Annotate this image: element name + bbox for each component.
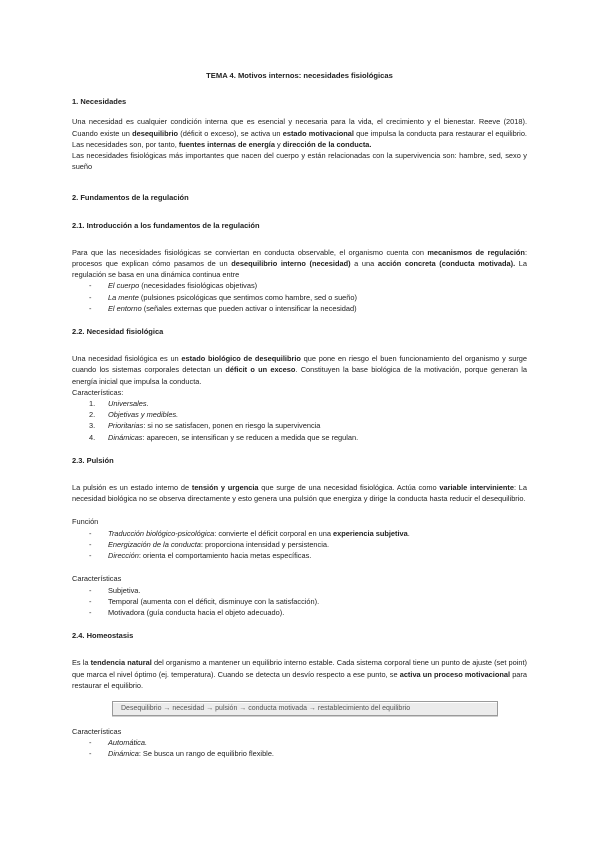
list-item: - El entorno (señales externas que pueden activar o intensificar la necesidad) <box>72 303 527 314</box>
list-item: - Motivadora (guía conducta hacia el objeto adecuado). <box>72 607 527 618</box>
document-page <box>72 70 527 760</box>
list-item: 4. Dinámicas: aparecen, se intensifican y se reducen a medida que se regulan. <box>89 432 359 442</box>
list-item: - Automática. <box>72 737 527 748</box>
homeostasis-flow-diagram: Desequilibrio → necesidad → pulsión → conducta motivada → restablecimiento del equilibrio <box>112 701 498 716</box>
list-caracteristicas-necesidad <box>72 398 527 443</box>
label-caracteristicas: Características <box>72 726 122 736</box>
section-heading-fundamentos: 2. Fundamentos de la regulación <box>72 193 189 203</box>
paragraph-necesidades-list: Las necesidades fisiológicas más importantes que nacen del cuerpo y están relacionadas con la supervivencia son: hambre, sed, sexo y sueño <box>72 151 527 172</box>
list-caracteristicas-homeostasis <box>72 737 527 759</box>
subsection-heading-homeostasis: 2.4. Homeostasis <box>72 631 134 641</box>
subsection-heading-pulsion: 2.3. Pulsión <box>72 455 114 465</box>
list-item: 1. Universales. <box>89 399 149 409</box>
paragraph-necesidades-definition: Una necesidad es cualquier condición interna que es esencial y necesaria para la vida, el crecimiento y el bienestar. Reeve (2018). Cuando existe un desequilibrio (déficit o exceso), se activa un estado motivacional que impulsa la conducta para restaurar el equilibrio. Las necesidades son, por tanto, fuentes internas de energía y dirección de la conducta. <box>72 117 527 149</box>
list-item: - La mente (pulsiones psicológicas que sentimos como hambre, sed o sueño) <box>72 292 527 303</box>
list-regulacion-dinamica <box>72 280 527 314</box>
list-item: - Traducción biológico-psicológica: convierte el déficit corporal en una experiencia subjetiva. <box>72 528 527 539</box>
list-funcion-pulsion <box>72 528 527 562</box>
paragraph-homeostasis: Es la tendencia natural del organismo a mantener un equilibrio interno estable. Cada sistema corporal tiene un punto de ajuste (set point) que marca el nivel óptimo (ej. temperatura). Cuando se detecta un desvío respecto a ese punto, se activa un proceso motivacional para restaurar el equilibrio. <box>72 658 527 690</box>
list-item: 3. Prioritarias: si no se satisfacen, ponen en riesgo la supervivencia <box>89 421 321 431</box>
list-item: - Energización de la conducta: proporciona intensidad y persistencia. <box>72 539 527 550</box>
subsection-heading-introduccion: 2.1. Introducción a los fundamentos de la regulación <box>72 220 260 230</box>
paragraph-necesidad-fisiologica: Una necesidad fisiológica es un estado biológico de desequilibrio que pone en riesgo el buen funcionamiento del organismo y surge cuando los sistemas corporales detectan un déficit o un exceso. Constituyen la base biológica de la motivación, porque generan la energía inicial que impulsa la conducta. <box>72 354 528 386</box>
paragraph-regulacion: Para que las necesidades fisiológicas se conviertan en conducta observable, el organismo cuenta con mecanismos de regulación: procesos que explican cómo pasamos de un desequilibrio interno (necesidad) a una acción concreta (conducta motivada). La regulación se basa en una dinámica continua entre <box>72 247 528 280</box>
list-item: - Dinámica: Se busca un rango de equilibrio flexible. <box>72 748 527 759</box>
paragraph-pulsion: La pulsión es un estado interno de tensión y urgencia que surge de una necesidad fisiológica. Actúa como variable interviniente: La necesidad biológica no se observa directamente y esto genera una pulsión que energiza y dirige la conducta hasta reducir el desequilibrio. <box>72 483 527 504</box>
list-item: 2. Objetivas y medibles. <box>89 410 179 420</box>
list-item: - El cuerpo (necesidades fisiológicas objetivas) <box>72 280 527 291</box>
list-item: - Temporal (aumenta con el déficit, disminuye con la satisfacción). <box>72 596 527 607</box>
label-funcion: Función <box>72 517 99 527</box>
label-caracteristicas: Características: <box>72 387 124 397</box>
list-caracteristicas-pulsion <box>72 585 527 619</box>
label-caracteristicas: Características <box>72 574 122 584</box>
list-item: - Dirección: orienta el comportamiento hacia metas específicas. <box>72 550 527 561</box>
list-item: - Subjetiva. <box>72 585 527 596</box>
document-title: TEMA 4. Motivos internos: necesidades fisiológicas <box>206 71 393 80</box>
section-heading-necesidades: 1. Necesidades <box>72 97 127 107</box>
subsection-heading-necesidad-fisiologica: 2.2. Necesidad fisiológica <box>72 327 164 337</box>
